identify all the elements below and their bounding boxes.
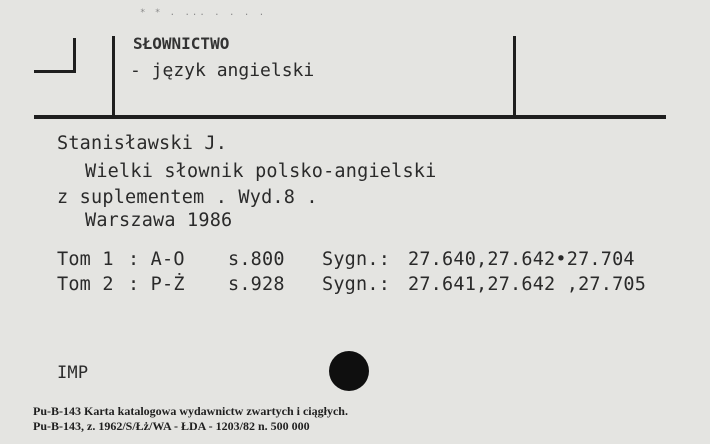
entry-title-line1: Wielki słownik polsko-angielski [85,161,437,182]
volume-1-sygn: 27.640,27.642•27.704 [408,249,635,270]
subject-heading: SŁOWNICTWO [133,34,230,53]
entry-place-year: Warszawa 1986 [85,210,233,231]
header-bottom-rule [34,115,666,119]
header-right-divider [513,36,516,116]
footer-line2: Pu-B-143, z. 1962/S/Łż/WA - ŁDA - 1203/82 n. 500 000 [33,419,310,433]
faint-header-marks: * * . ... . . . . [140,8,267,18]
volume-2-range: : P-Ż [128,274,185,295]
volume-1-range: : A-O [128,249,185,270]
volume-2-tom: Tom 2 [57,274,114,295]
volume-1-sygn-label: Sygn.: [322,249,391,270]
header-left-divider [112,36,115,116]
footer-line1: Pu-B-143 Karta katalogowa wydawnictw zwartych i ciągłych. [33,404,348,418]
subject-subheading: - język angielski [130,60,315,81]
entry-author: Stanisławski J. [57,133,228,154]
punch-hole [329,351,369,391]
entry-title-line2: z suplementem . Wyd.8 . [57,187,318,208]
volume-2-pages: s.928 [228,274,285,295]
volume-2-sygn: 27.641,27.642 ,27.705 [408,274,647,295]
left-tab-vertical-line [73,38,76,72]
left-tab-horizontal-line [34,70,76,73]
volume-2-sygn-label: Sygn.: [322,274,391,295]
volume-1-tom: Tom 1 [57,249,114,270]
stamp-imp: IMP [57,363,89,383]
volume-1-pages: s.800 [228,249,285,270]
